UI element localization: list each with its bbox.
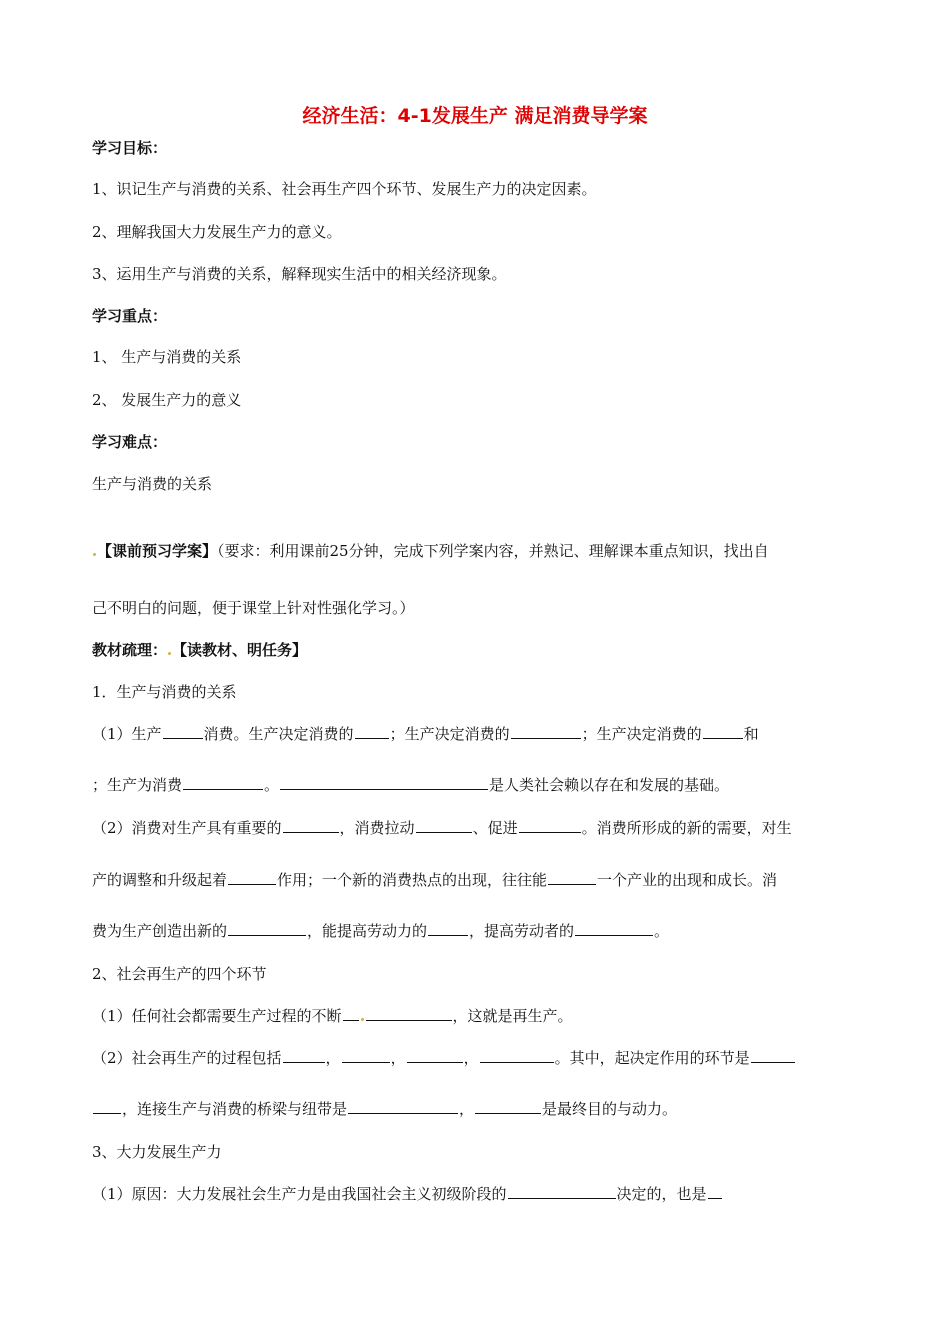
- text: ，这就是再生产。: [452, 1007, 573, 1025]
- text: ，: [463, 1049, 479, 1067]
- text: 费为生产创造出新的: [92, 922, 228, 940]
- text: ；生产决定消费的: [581, 725, 702, 743]
- text: 一个产业的出现和成长。消: [597, 871, 778, 889]
- blank[interactable]: [183, 776, 263, 790]
- section2-heading: 2、社会再生产的四个环节: [92, 965, 267, 983]
- text: ，: [325, 1049, 341, 1067]
- blank[interactable]: [228, 871, 276, 885]
- text: ，消费拉动: [339, 819, 415, 837]
- s3-para1: [92, 1183, 723, 1204]
- blank[interactable]: [708, 1185, 722, 1199]
- s1-para2-line2: [92, 869, 777, 890]
- goal-item-2: 2、理解我国大力发展生产力的意义。: [92, 223, 342, 241]
- goals-heading: 学习目标：: [92, 139, 168, 157]
- goal-item-3: 3、运用生产与消费的关系，解释现实生活中的相关经济现象。: [92, 265, 507, 283]
- blank[interactable]: [519, 819, 581, 833]
- blank[interactable]: [703, 725, 743, 739]
- blank[interactable]: [342, 1049, 390, 1063]
- blank[interactable]: [480, 1049, 554, 1063]
- marker-dot-icon: [361, 1018, 364, 1021]
- blank[interactable]: [407, 1049, 463, 1063]
- s2-para1: [92, 1005, 573, 1026]
- sorting-task: 【读教材、明任务】: [172, 641, 308, 659]
- text: 作用；一个新的消费热点的出现，往往能: [277, 871, 548, 889]
- s1-para1-line1: [92, 723, 759, 744]
- marker-dot-icon: [93, 553, 96, 556]
- section1-heading: 1．生产与消费的关系: [92, 683, 237, 701]
- blank[interactable]: [93, 1100, 121, 1114]
- blank[interactable]: [228, 922, 306, 936]
- blank[interactable]: [575, 922, 653, 936]
- text: 是人类社会赖以存在和发展的基础。: [489, 776, 730, 794]
- blank[interactable]: [355, 725, 389, 739]
- blank[interactable]: [511, 725, 581, 739]
- text: 。: [654, 922, 670, 940]
- text: 消费。生产决定消费的: [203, 725, 354, 743]
- text: ，连接生产与消费的桥梁与纽带是: [122, 1100, 348, 1118]
- blank[interactable]: [283, 819, 339, 833]
- preview-requirement-cont: 己不明白的问题，便于课堂上针对性强化学习。）: [92, 599, 415, 617]
- preview-requirement: （要求：利用课前25分钟，完成下列学案内容，并熟记、理解课本重点知识，找出自: [217, 542, 769, 560]
- blank[interactable]: [366, 1007, 452, 1021]
- s2-para2-line2: [92, 1098, 677, 1119]
- sorting-line: [92, 639, 307, 660]
- blank[interactable]: [343, 1007, 359, 1021]
- text: 产的调整和升级起着: [92, 871, 228, 889]
- document-title: 经济生活：4-1发展生产 满足消费导学案: [302, 105, 648, 127]
- text: 是最终目的与动力。: [542, 1100, 678, 1118]
- difficulty-text: 生产与消费的关系: [92, 475, 213, 493]
- key-point-2: 2、 发展生产力的意义: [92, 391, 242, 409]
- text: ，: [390, 1049, 406, 1067]
- blank[interactable]: [475, 1100, 541, 1114]
- text: （1）任何社会都需要生产过程的不断: [92, 1007, 342, 1025]
- blank[interactable]: [348, 1100, 458, 1114]
- text: 、促进: [472, 819, 518, 837]
- text: （1）生产: [92, 725, 162, 743]
- text: ，: [459, 1100, 475, 1118]
- preview-label: 【课前预习学案】: [97, 542, 218, 560]
- text: （1）原因：大力发展社会生产力是由我国社会主义初级阶段的: [92, 1185, 507, 1203]
- text: ，提高劳动者的: [469, 922, 575, 940]
- blank[interactable]: [283, 1049, 325, 1063]
- s2-para2-line1: [92, 1047, 796, 1068]
- blank[interactable]: [416, 819, 472, 833]
- s1-para2-line1: [92, 817, 792, 838]
- text: （2）社会再生产的过程包括: [92, 1049, 282, 1067]
- difficulty-heading: 学习难点：: [92, 433, 168, 451]
- text: （2）消费对生产具有重要的: [92, 819, 282, 837]
- text: 。: [264, 776, 280, 794]
- blank[interactable]: [428, 922, 468, 936]
- section3-heading: 3、大力发展生产力: [92, 1143, 222, 1161]
- s1-para2-line3: [92, 920, 669, 941]
- blank[interactable]: [751, 1049, 795, 1063]
- preview-paragraph: [92, 540, 769, 561]
- text: 和: [743, 725, 759, 743]
- text: 决定的，也是: [616, 1185, 707, 1203]
- sorting-label: 教材疏理：: [92, 641, 168, 659]
- blank[interactable]: [163, 725, 203, 739]
- blank[interactable]: [548, 871, 596, 885]
- blank[interactable]: [508, 1185, 616, 1199]
- key-points-heading: 学习重点：: [92, 307, 168, 325]
- marker-dot-icon: [168, 652, 171, 655]
- key-point-1: 1、 生产与消费的关系: [92, 348, 242, 366]
- text: ；生产为消费: [92, 776, 183, 794]
- blank[interactable]: [280, 776, 488, 790]
- text: ，能提高劳动力的: [307, 922, 428, 940]
- goal-item-1: 1、识记生产与消费的关系、社会再生产四个环节、发展生产力的决定因素。: [92, 180, 597, 198]
- text: 。其中，起决定作用的环节是: [554, 1049, 750, 1067]
- text: 。消费所形成的新的需要，对生: [581, 819, 792, 837]
- s1-para1-line2: [92, 774, 729, 795]
- text: ；生产决定消费的: [389, 725, 510, 743]
